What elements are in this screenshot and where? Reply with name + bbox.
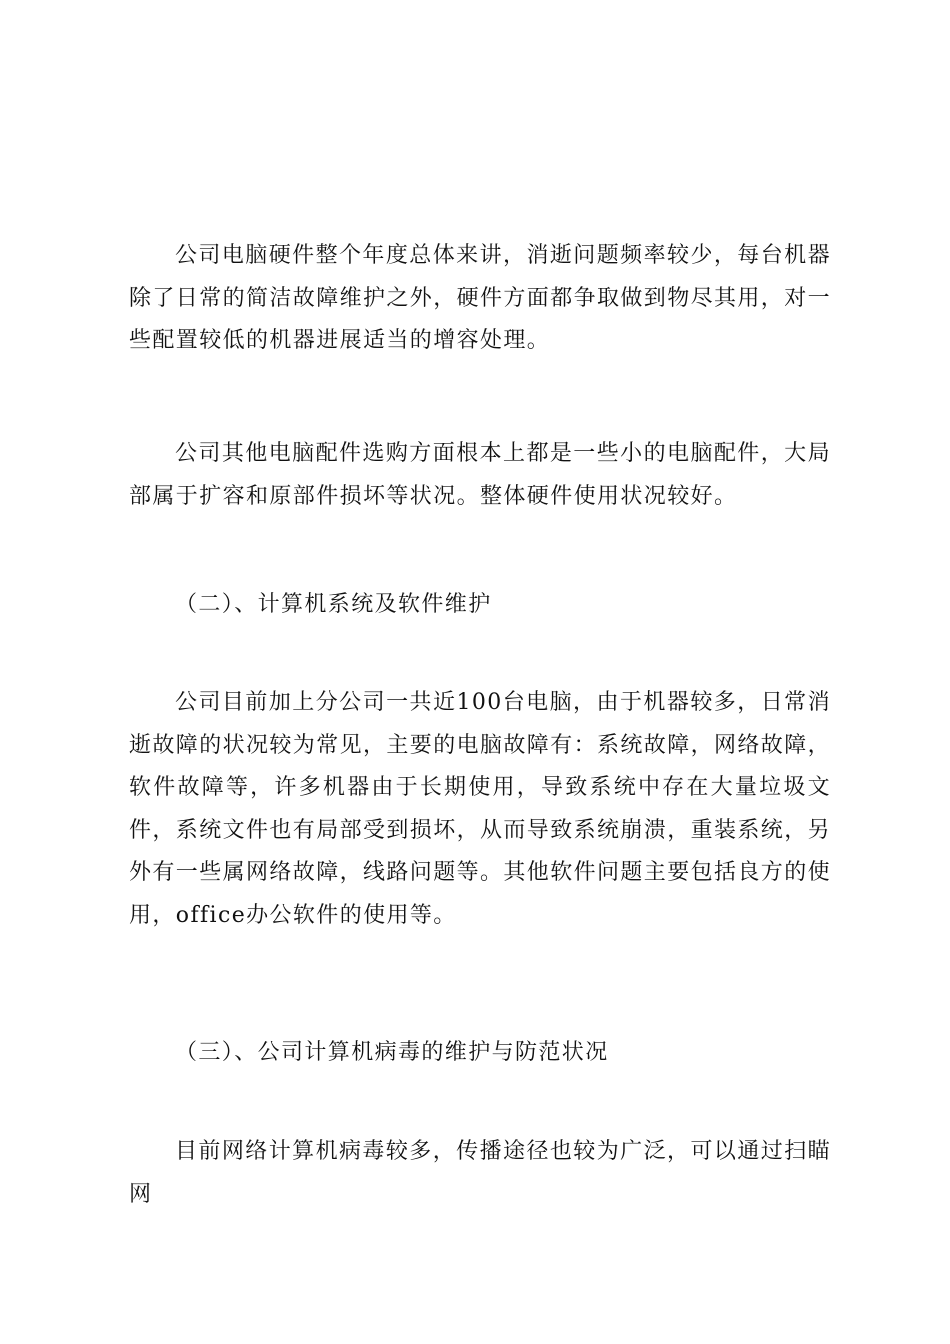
paragraph-hardware-maintenance: 公司电脑硬件整个年度总体来讲，消逝问题频率较少，每台机器除了日常的简洁故障维护之外，硬件方面都争取做到物尽其用，对一些配置较低的机器进展适当的增容处理。 <box>129 243 832 353</box>
paragraph-virus-spread: 目前网络计算机病毒较多，传播途径也较为广泛，可以通过扫瞄网 <box>129 1139 831 1207</box>
section-heading-virus-protection: （三）、公司计算机病毒的维护与防范状况 <box>175 1040 609 1065</box>
section-heading-system-software: （二）、计算机系统及软件维护 <box>175 592 492 617</box>
paragraph-system-software-faults: 公司目前加上分公司一共近100台电脑，由于机器较多，日常消逝故障的状况较为常见，主要的电脑故障有：系统故障，网络故障，软件故障等，许多机器由于长期使用，导致系统中存在大量垃圾文件，系统文件也有局部受到损坏，从而导致系统崩溃，重装系统，另外有一些属网络故障，线路问题等。其他软件问题主要包括良方的使用，office办公软件的使用等。 <box>129 690 832 928</box>
paragraph-accessories-purchase: 公司其他电脑配件选购方面根本上都是一些小的电脑配件，大局部属于扩容和原部件损坏等状况。整体硬件使用状况较好。 <box>129 441 831 509</box>
